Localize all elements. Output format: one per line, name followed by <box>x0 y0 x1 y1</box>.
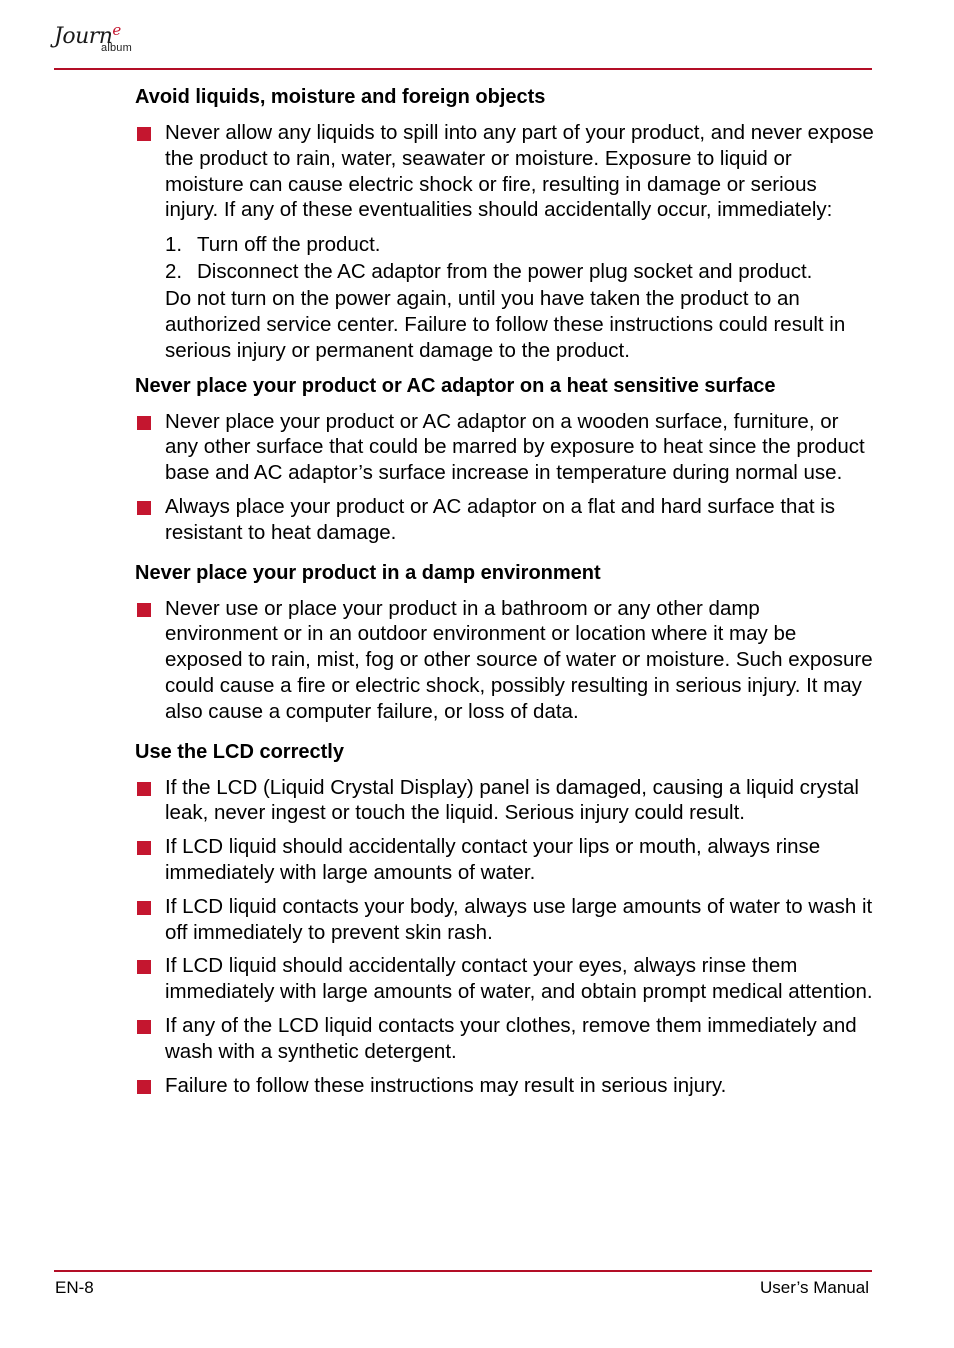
square-bullet-icon <box>137 782 151 796</box>
section-heat-surface <box>135 373 875 546</box>
numbered-steps <box>135 231 875 285</box>
bullet-item: Never use or place your product in a bathroom or any other damp environment or in an outdoor environment or location where it may be exposed to rain, mist, fog or other source of water or moisture. Such exposure could cause a fire or electric shock, possibly resulting in serious injury. It may also cause a computer failure, or loss of data. <box>135 596 875 725</box>
square-bullet-icon <box>137 501 151 515</box>
page-number: EN-8 <box>55 1278 94 1297</box>
logo-script: Journ$^e$ <box>54 21 121 49</box>
bullet-item: Always place your product or AC adaptor on a flat and hard surface that is resistant to heat damage. <box>135 494 875 546</box>
square-bullet-icon <box>137 416 151 430</box>
brand-logo <box>54 22 164 62</box>
step-item <box>165 258 875 285</box>
square-bullet-icon <box>137 960 151 974</box>
step-number: 1. <box>165 233 183 257</box>
bullet-item: If LCD liquid should accidentally contact your eyes, always rinse them immediately with large amounts of water, and obtain prompt medical attention. <box>135 953 875 1005</box>
section-heading: Never place your product in a damp environment <box>135 561 601 584</box>
section-damp-environment <box>135 560 875 725</box>
step-item <box>165 231 875 258</box>
step-number: 2. <box>165 260 183 284</box>
step-text: Disconnect the AC adaptor from the power plug socket and product. <box>197 260 813 284</box>
bullet-item: If any of the LCD liquid contacts your clothes, remove them immediately and wash with a synthetic detergent. <box>135 1013 875 1065</box>
bullet-item: If LCD liquid should accidentally contact your lips or mouth, always rinse immediately with large amounts of water. <box>135 834 875 886</box>
note-text: Do not turn on the power again, until you have taken the product to an authorized service center. Failure to follow these instructions could result in serious injury or permanent damage to the product. <box>165 287 846 362</box>
square-bullet-icon <box>137 1020 151 1034</box>
logo-subtitle: album <box>101 42 132 54</box>
square-bullet-icon <box>137 841 151 855</box>
square-bullet-icon <box>137 603 151 617</box>
section-heading: Avoid liquids, moisture and foreign objects <box>135 86 546 108</box>
header-rule <box>54 68 872 70</box>
page-content <box>135 84 875 1106</box>
step-text: Turn off the product. <box>197 233 381 257</box>
bullet-item: If LCD liquid contacts your body, always use large amounts of water to wash it off immediately to prevent skin rash. <box>135 894 875 946</box>
section-liquids <box>135 84 875 364</box>
bullet-item: Failure to follow these instructions may result in serious injury. <box>135 1073 875 1099</box>
bullet-item: Never place your product or AC adaptor on a wooden surface, furniture, or any other surface that could be marred by exposure to heat since the product base and AC adaptor’s surface increase in temperature during normal use. <box>135 409 875 486</box>
bullet-item: Never allow any liquids to spill into any part of your product, and never expose the product to rain, water, seawater or moisture. Exposure to liquid or moisture can cause electric shock or fire, resulting in damage or serious injury. If any of these eventualities should accidentally occur, immediately: <box>135 120 875 223</box>
manual-title: User’s Manual <box>760 1278 869 1297</box>
section-heading: Never place your product or AC adaptor on a heat sensitive surface <box>135 374 776 397</box>
square-bullet-icon <box>137 901 151 915</box>
footer-rule <box>54 1270 872 1272</box>
bullet-item: If the LCD (Liquid Crystal Display) panel is damaged, causing a liquid crystal leak, never ingest or touch the liquid. Serious injury could result. <box>135 775 875 827</box>
section-lcd <box>135 739 875 1099</box>
square-bullet-icon <box>137 127 151 141</box>
section-heading: Use the LCD correctly <box>135 740 344 763</box>
square-bullet-icon <box>137 1080 151 1094</box>
